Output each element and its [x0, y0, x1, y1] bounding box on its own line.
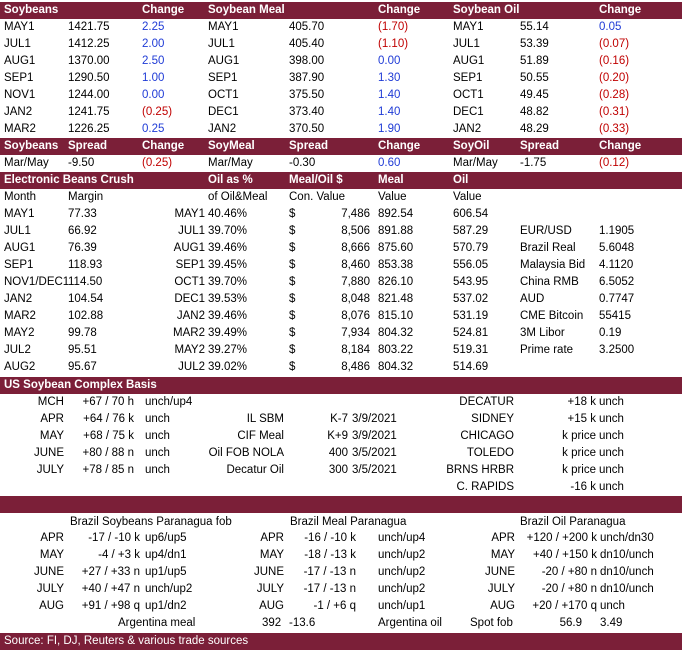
soyoil-change: (0.07): [599, 38, 630, 50]
crush-month: JUL1: [4, 225, 31, 237]
brazil-oil-month: JUNE: [484, 566, 515, 578]
fx-label: CME Bitcoin: [520, 310, 584, 322]
crush-month: MAY2: [4, 327, 35, 339]
brazil-meal-status: unch/up2: [378, 583, 426, 595]
brazil-meal-status: unch/up1: [378, 600, 426, 612]
spread-soymeal-change-header: Change: [378, 140, 421, 152]
crush-mealoil-header: Meal/Oil $: [289, 174, 343, 186]
basis-mid-name: CIF Meal: [237, 430, 284, 442]
spread-soybeans-header: Soybeans: [4, 140, 59, 152]
brazil-oil-title: Brazil Oil Paranagua: [520, 516, 626, 528]
basis-loc-status: unch: [599, 430, 624, 442]
basis-loc-value: +18 k: [567, 396, 596, 408]
fx-label: EUR/USD: [520, 225, 572, 237]
basis-loc-value: -16 k: [570, 481, 596, 493]
brazil-meal-month: AUG: [259, 600, 284, 612]
crush-oilpct-header: Oil as %: [208, 174, 253, 186]
fx-value: 0.19: [599, 327, 622, 339]
basis-month: APR: [40, 413, 64, 425]
brazil-oil-value: -20 / +80 n: [541, 566, 597, 578]
brazil-oil-value: +120 / +200 k: [526, 532, 597, 544]
soyoil-month: AUG1: [453, 55, 485, 67]
soybeans-change: 2.50: [142, 55, 165, 67]
basis-title: US Soybean Complex Basis: [4, 379, 157, 391]
basis-status: unch/up4: [145, 396, 193, 408]
basis-mid-value: 300: [328, 464, 348, 476]
soymeal-month: OCT1: [208, 89, 239, 101]
crush-dollar: $: [289, 259, 296, 271]
soymeal-price: 370.50: [289, 123, 325, 135]
crush-meal-value: 821.48: [378, 293, 414, 305]
soyoil-change: (0.16): [599, 55, 630, 67]
crush-oil-value: 543.95: [453, 276, 489, 288]
crush-dollar: $: [289, 293, 296, 305]
basis-status: unch: [145, 430, 170, 442]
crush-dollar: $: [289, 310, 296, 322]
basis-loc-name: C. RAPIDS: [456, 481, 514, 493]
fx-label: China RMB: [520, 276, 579, 288]
brazil-meal-month: MAY: [259, 549, 284, 561]
fx-value: 1.1905: [599, 225, 635, 237]
brazil-beans-month: JULY: [36, 583, 64, 595]
brazil-beans-value: -17 / -10 k: [88, 532, 140, 544]
crush-oil-value: 524.81: [453, 327, 489, 339]
brazil-meal-value: -17 / -13 n: [303, 583, 356, 595]
spread-meal-change: 0.60: [378, 157, 401, 169]
spread-oil-value: -1.75: [520, 157, 547, 169]
crush-margin: 114.50: [68, 276, 103, 288]
crush-con-value: 8,506: [341, 225, 370, 237]
brazil-oil-status: dn10/unch: [600, 549, 654, 561]
crush-con-value: 7,934: [341, 327, 370, 339]
soymeal-header: Soybean Meal: [208, 4, 285, 16]
basis-value: +67 / 70 h: [82, 396, 134, 408]
crush-month: SEP1: [4, 259, 34, 271]
brazil-meal-status: unch/up2: [378, 566, 426, 578]
fx-label: Malaysia Bid: [520, 259, 586, 271]
fx-value: 55415: [599, 310, 631, 322]
crush-margin: 66.92: [68, 225, 97, 237]
crush-oil-pct: 40.46%: [208, 208, 248, 220]
crush-meal-value: 875.60: [378, 242, 414, 254]
crush-month2: JAN2: [176, 310, 205, 322]
crush-margin: 102.88: [68, 310, 104, 322]
basis-mid-value: K-7: [330, 413, 348, 425]
basis-status: unch: [145, 447, 170, 459]
soybeans-change: 0.00: [142, 89, 165, 101]
brazil-oil-value: -20 / +80 n: [541, 583, 597, 595]
argentina-meal-label: Argentina meal: [118, 617, 196, 629]
brazil-oil-month: APR: [491, 532, 515, 544]
crush-month2: JUL2: [178, 361, 205, 373]
soybeans-month: MAY1: [4, 21, 35, 33]
source-text: Source: FI, DJ, Reuters & various trade sources: [4, 635, 249, 647]
soybeans-price: 1241.75: [68, 106, 110, 118]
crush-month-sub: Month: [4, 191, 36, 203]
brazil-beans-value: +40 / +47 n: [81, 583, 140, 595]
crush-month2: JUL1: [178, 225, 205, 237]
soymeal-price: 375.50: [289, 89, 325, 101]
soymeal-change: (1.70): [378, 21, 409, 33]
crush-oil-pct: 39.46%: [208, 310, 248, 322]
basis-mid-date: 3/9/2021: [352, 430, 397, 442]
spread-soymeal-spread-header: Spread: [289, 140, 328, 152]
soyoil-month: JUL1: [453, 38, 480, 50]
crush-month2: AUG1: [173, 242, 205, 254]
crush-oil-value: 587.29: [453, 225, 489, 237]
argentina-oil-value: 56.9: [559, 617, 582, 629]
spread-oil-change: (0.12): [599, 157, 630, 169]
soymeal-change: (1.10): [378, 38, 409, 50]
crush-margin: 104.54: [68, 293, 104, 305]
crush-con-value: 8,076: [341, 310, 370, 322]
crush-margin: 95.67: [68, 361, 97, 373]
crush-oil-pct: 39.70%: [208, 276, 248, 288]
soybeans-price: 1421.75: [68, 21, 110, 33]
fx-label: 3M Libor: [520, 327, 565, 339]
crush-month2: DEC1: [174, 293, 205, 305]
crush-con-value: 8,184: [341, 344, 370, 356]
brazil-beans-value: +27 / +33 n: [81, 566, 140, 578]
crush-month: JUL2: [4, 344, 31, 356]
brazil-oil-status: dn10/unch: [600, 566, 654, 578]
crush-conval-sub: Con. Value: [289, 191, 346, 203]
crush-dollar: $: [289, 361, 296, 373]
crush-month: MAY1: [4, 208, 35, 220]
separator-band: [0, 496, 682, 513]
crush-dollar: $: [289, 242, 296, 254]
spread-soyoil-change-header: Change: [599, 140, 642, 152]
soymeal-price: 405.40: [289, 38, 325, 50]
soymeal-price: 405.70: [289, 21, 325, 33]
crush-month2: MAY1: [174, 208, 205, 220]
basis-month: MCH: [37, 396, 64, 408]
spread-oil-month: Mar/May: [453, 157, 498, 169]
soymeal-month: AUG1: [208, 55, 240, 67]
soyoil-price: 55.14: [520, 21, 549, 33]
soybeans-change: 1.00: [142, 72, 165, 84]
fx-label: Brazil Real: [520, 242, 576, 254]
soyoil-month: MAY1: [453, 21, 484, 33]
crush-oil-pct: 39.53%: [208, 293, 248, 305]
basis-mid-value: K+9: [327, 430, 348, 442]
brazil-beans-status: up1/up5: [145, 566, 187, 578]
brazil-beans-status: up6/up5: [145, 532, 187, 544]
crush-margin: 95.51: [68, 344, 97, 356]
basis-mid-value: 400: [328, 447, 348, 459]
crush-month: MAR2: [4, 310, 36, 322]
argentina-meal-value: 392: [262, 617, 282, 629]
argentina-oil-change: 3.49: [600, 617, 623, 629]
spread-soyoil-spread-header: Spread: [520, 140, 559, 152]
basis-loc-status: unch: [599, 447, 624, 459]
basis-mid-name: Oil FOB NOLA: [208, 447, 284, 459]
brazil-beans-value: -4 / +3 k: [98, 549, 140, 561]
crush-meal-value: 804.32: [378, 327, 414, 339]
crush-ofoilmeal-sub: of Oil&Meal: [208, 191, 268, 203]
basis-loc-status: unch: [599, 464, 624, 476]
crush-oil-value: 519.31: [453, 344, 489, 356]
soybeans-price: 1226.25: [68, 123, 110, 135]
basis-loc-status: unch: [599, 413, 624, 425]
crush-month2: SEP1: [175, 259, 205, 271]
crush-dollar: $: [289, 225, 296, 237]
crush-oil-value: 570.79: [453, 242, 489, 254]
basis-loc-name: SIDNEY: [471, 413, 514, 425]
brazil-meal-month: JULY: [256, 583, 284, 595]
basis-mid-date: 3/5/2021: [352, 447, 397, 459]
crush-meal-header: Meal: [378, 174, 404, 186]
soymeal-month: SEP1: [208, 72, 238, 84]
brazil-beans-status: up1/dn2: [145, 600, 187, 612]
soyoil-month: JAN2: [453, 123, 482, 135]
soybeans-month: AUG1: [4, 55, 36, 67]
crush-month: NOV1/DEC1: [4, 276, 70, 288]
crush-oil-value: 531.19: [453, 310, 489, 322]
soybeans-month: JAN2: [4, 106, 33, 118]
soyoil-month: OCT1: [453, 89, 484, 101]
soymeal-change: 1.40: [378, 89, 401, 101]
brazil-oil-value: +20 / +170 q: [532, 600, 597, 612]
brazil-meal-value: -17 / -13 n: [303, 566, 356, 578]
basis-mid-date: 3/5/2021: [352, 464, 397, 476]
crush-month2: OCT1: [174, 276, 205, 288]
soymeal-month: MAY1: [208, 21, 239, 33]
soyoil-change: (0.20): [599, 72, 630, 84]
spread-soyoil-header: SoyOil: [453, 140, 490, 152]
fx-value: 6.5052: [599, 276, 635, 288]
argentina-spot-label: Spot fob: [470, 617, 513, 629]
crush-dollar: $: [289, 327, 296, 339]
soymeal-price: 398.00: [289, 55, 325, 67]
crush-month2: MAR2: [173, 327, 205, 339]
fx-value: 4.1120: [599, 259, 634, 271]
crush-oil-pct: 39.49%: [208, 327, 248, 339]
soymeal-month: DEC1: [208, 106, 239, 118]
brazil-beans-title: Brazil Soybeans Paranagua fob: [70, 516, 232, 528]
brazil-meal-month: JUNE: [253, 566, 284, 578]
soybeans-month: JUL1: [4, 38, 31, 50]
brazil-meal-status: unch/up4: [378, 532, 426, 544]
soybeans-change: 2.25: [142, 21, 165, 33]
spread-beans-month: Mar/May: [4, 157, 49, 169]
brazil-oil-month: JULY: [487, 583, 515, 595]
crush-con-value: 7,486: [341, 208, 370, 220]
soyoil-month: DEC1: [453, 106, 484, 118]
crush-value1-sub: Value: [378, 191, 407, 203]
soymeal-price: 373.40: [289, 106, 325, 118]
basis-value: +64 / 76 k: [83, 413, 134, 425]
basis-loc-status: unch: [599, 396, 624, 408]
basis-loc-name: BRNS HRBR: [446, 464, 514, 476]
brazil-meal-status: unch/up2: [378, 549, 426, 561]
brazil-oil-status: unch: [600, 600, 625, 612]
spread-soymeal-header: SoyMeal: [208, 140, 255, 152]
spread-beans-change: (0.25): [142, 157, 173, 169]
crush-meal-value: 803.22: [378, 344, 414, 356]
basis-loc-status: unch: [599, 481, 624, 493]
brazil-meal-month: APR: [260, 532, 284, 544]
basis-value: +68 / 75 k: [83, 430, 134, 442]
crush-margin: 99.78: [68, 327, 97, 339]
basis-loc-name: TOLEDO: [466, 447, 514, 459]
crush-margin-sub: Margin: [68, 191, 104, 203]
brazil-beans-month: JUNE: [33, 566, 64, 578]
soybeans-change-header: Change: [142, 4, 185, 16]
spread-beans-value: -9.50: [68, 157, 95, 169]
basis-loc-value: k price: [562, 464, 596, 476]
crush-oil-pct: 39.45%: [208, 259, 248, 271]
fx-value: 3.2500: [599, 344, 635, 356]
soyoil-change-header: Change: [599, 4, 642, 16]
soybeans-price: 1370.00: [68, 55, 110, 67]
brazil-beans-value: +91 / +98 q: [81, 600, 140, 612]
soybeans-header: Soybeans: [4, 4, 59, 16]
basis-mid-date: 3/9/2021: [352, 413, 397, 425]
soyoil-price: 49.45: [520, 89, 549, 101]
crush-oil-pct: 39.02%: [208, 361, 248, 373]
soymeal-change-header: Change: [378, 4, 421, 16]
soyoil-change: 0.05: [599, 21, 622, 33]
fx-label: AUD: [520, 293, 545, 305]
crush-margin: 76.39: [68, 242, 97, 254]
brazil-oil-status: unch/dn30: [600, 532, 654, 544]
crush-con-value: 8,460: [341, 259, 370, 271]
soymeal-change: 1.90: [378, 123, 401, 135]
basis-mid-name: IL SBM: [246, 413, 284, 425]
basis-month: JULY: [36, 464, 64, 476]
brazil-beans-month: MAY: [39, 549, 64, 561]
crush-meal-value: 826.10: [378, 276, 414, 288]
soybeans-month: MAR2: [4, 123, 36, 135]
spread-soybeans-change-header: Change: [142, 140, 185, 152]
soymeal-month: JAN2: [208, 123, 237, 135]
soyoil-price: 48.29: [520, 123, 549, 135]
soyoil-header: Soybean Oil: [453, 4, 520, 16]
crush-title: Electronic Beans Crush: [4, 174, 134, 186]
soybeans-month: SEP1: [4, 72, 34, 84]
brazil-beans-month: AUG: [39, 600, 64, 612]
brazil-oil-value: +40 / +150 k: [533, 549, 597, 561]
crush-oil-pct: 39.70%: [208, 225, 248, 237]
soymeal-change: 0.00: [378, 55, 401, 67]
crush-oil-pct: 39.46%: [208, 242, 248, 254]
spread-meal-month: Mar/May: [208, 157, 253, 169]
crush-oil-value: 537.02: [453, 293, 489, 305]
fx-value: 5.6048: [599, 242, 635, 254]
soymeal-change: 1.30: [378, 72, 401, 84]
crush-oil-header: Oil: [453, 174, 469, 186]
brazil-oil-status: dn10/unch: [600, 583, 654, 595]
basis-loc-name: CHICAGO: [460, 430, 514, 442]
spread-meal-value: -0.30: [289, 157, 316, 169]
argentina-oil-label: Argentina oil: [378, 617, 442, 629]
crush-oil-value: 606.54: [453, 208, 489, 220]
soybeans-price: 1290.50: [68, 72, 110, 84]
basis-month: MAY: [39, 430, 64, 442]
crush-oil-value: 556.05: [453, 259, 489, 271]
soybeans-price: 1412.25: [68, 38, 110, 50]
brazil-beans-status: up4/dn1: [145, 549, 187, 561]
basis-loc-value: k price: [562, 430, 596, 442]
crush-month: JAN2: [4, 293, 33, 305]
basis-value: +80 / 88 n: [82, 447, 134, 459]
crush-meal-value: 892.54: [378, 208, 414, 220]
prices-header-band: [0, 2, 682, 19]
soybeans-change: 0.25: [142, 123, 165, 135]
crush-dollar: $: [289, 276, 296, 288]
brazil-beans-month: APR: [40, 532, 64, 544]
crush-month: AUG1: [4, 242, 36, 254]
soyoil-price: 51.89: [520, 55, 549, 67]
brazil-meal-value: -18 / -13 k: [304, 549, 356, 561]
fx-label: Prime rate: [520, 344, 574, 356]
soyoil-change: (0.31): [599, 106, 630, 118]
fx-value: 0.7747: [599, 293, 635, 305]
crush-dollar: $: [289, 208, 296, 220]
crush-oil-value: 514.69: [453, 361, 489, 373]
crush-month2: MAY2: [174, 344, 205, 356]
soyoil-price: 48.82: [520, 106, 549, 118]
crush-meal-value: 815.10: [378, 310, 414, 322]
basis-status: unch: [145, 464, 170, 476]
basis-value: +78 / 85 n: [82, 464, 134, 476]
basis-loc-name: DECATUR: [459, 396, 514, 408]
soymeal-change: 1.40: [378, 106, 401, 118]
soybeans-change: (0.25): [142, 106, 173, 118]
basis-loc-value: +15 k: [567, 413, 596, 425]
crush-con-value: 8,666: [341, 242, 370, 254]
basis-month: JUNE: [33, 447, 64, 459]
crush-month: AUG2: [4, 361, 36, 373]
basis-status: unch: [145, 413, 170, 425]
spread-soybeans-spread-header: Spread: [68, 140, 107, 152]
soybeans-change: 2.00: [142, 38, 165, 50]
crush-meal-value: 804.32: [378, 361, 414, 373]
soymeal-month: JUL1: [208, 38, 235, 50]
crush-meal-value: 853.38: [378, 259, 414, 271]
brazil-beans-status: unch/up2: [145, 583, 193, 595]
crush-meal-value: 891.88: [378, 225, 414, 237]
brazil-oil-month: MAY: [490, 549, 515, 561]
soyoil-change: (0.33): [599, 123, 630, 135]
crush-oil-pct: 39.27%: [208, 344, 248, 356]
soyoil-price: 53.39: [520, 38, 549, 50]
basis-loc-value: k price: [562, 447, 596, 459]
crush-margin: 118.93: [68, 259, 103, 271]
soyoil-month: SEP1: [453, 72, 483, 84]
crush-dollar: $: [289, 344, 296, 356]
soyoil-change: (0.28): [599, 89, 630, 101]
soybeans-price: 1244.00: [68, 89, 110, 101]
crush-margin: 77.33: [68, 208, 97, 220]
argentina-meal-change: -13.6: [289, 617, 316, 629]
crush-value2-sub: Value: [453, 191, 482, 203]
brazil-meal-value: -1 / +6 q: [313, 600, 356, 612]
crush-con-value: 8,486: [341, 361, 370, 373]
basis-mid-name: Decatur Oil: [226, 464, 284, 476]
brazil-oil-month: AUG: [490, 600, 515, 612]
brazil-meal-title: Brazil Meal Paranagua: [290, 516, 407, 528]
brazil-meal-value: -16 / -10 k: [304, 532, 356, 544]
crush-con-value: 7,880: [341, 276, 370, 288]
soymeal-price: 387.90: [289, 72, 325, 84]
soyoil-price: 50.55: [520, 72, 549, 84]
soybeans-month: NOV1: [4, 89, 36, 101]
crush-con-value: 8,048: [341, 293, 370, 305]
